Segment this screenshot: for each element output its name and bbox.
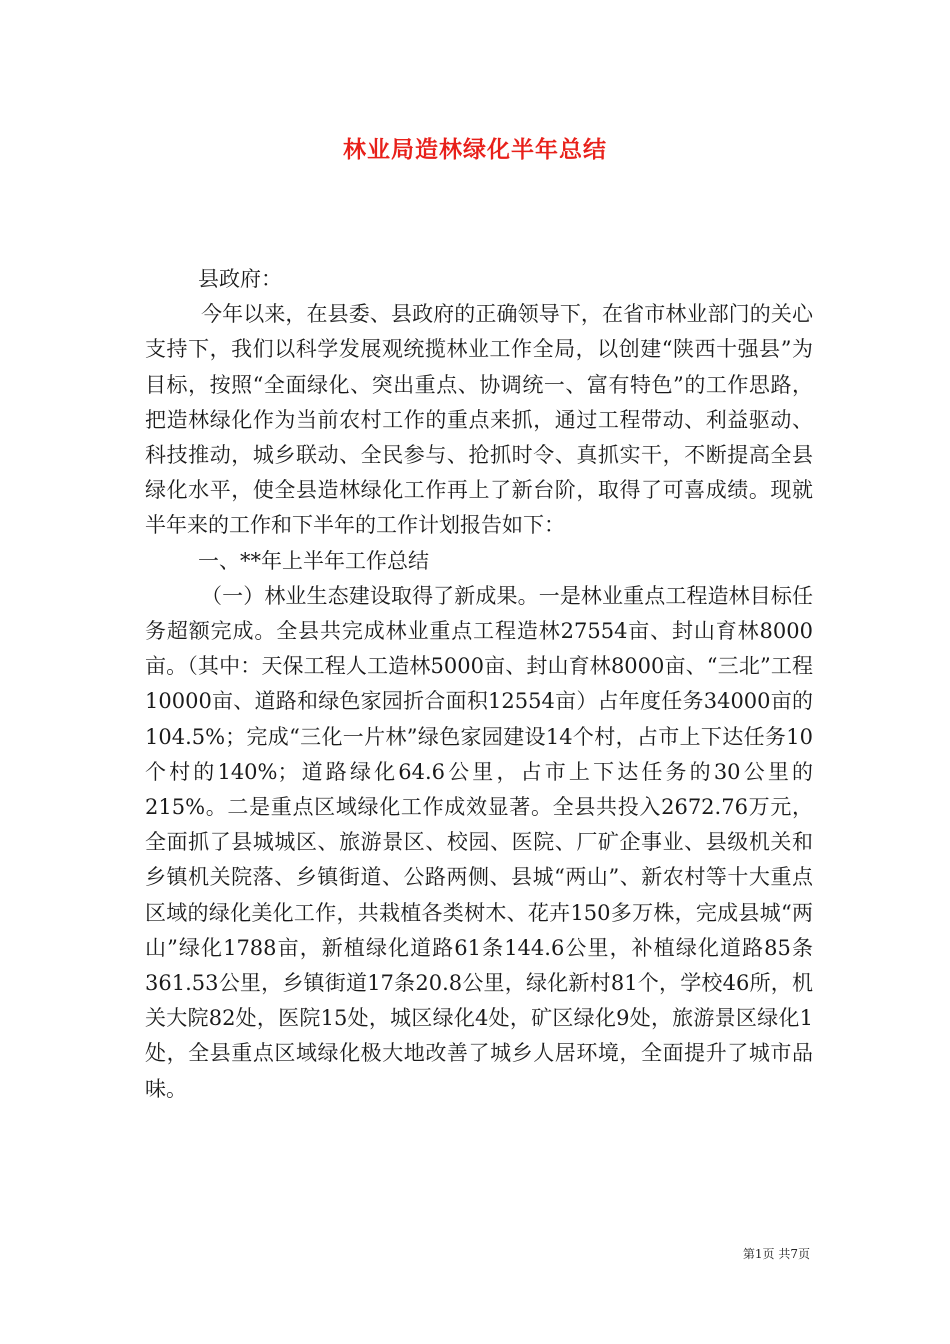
page-number: 第1页 共7页	[742, 1247, 810, 1261]
document-body	[145, 262, 813, 1107]
paragraph-ecology: （一）林业生态建设取得了新成果。一是林业重点工程造林目标任务超额完成。全县共完成林业重点工程造林27554亩、封山育林8000亩。（其中：天保工程人工造林5000亩、封山育林8000亩、“三北”工程10000亩、道路和绿色家园折合面积12554亩）占年度任务34000亩的104.5%；完成“三化一片林”绿色家园建设14个村，占市上下达任务10个村的140%；道路绿化64.6公里，占市上下达任务的30公里的215%。二是重点区域绿化工作成效显著。全县共投入2672.76万元，全面抓了县城城区、旅游景区、校园、医院、厂矿企事业、县级机关和乡镇机关院落、乡镇街道、公路两侧、县城“两山”、新农村等十大重点区域的绿化美化工作，共栽植各类树木、花卉150多万株，完成县城“两山”绿化1788亩，新植绿化道路61条144.6公里，补植绿化道路85条361.53公里，乡镇街道17条20.8公里，绿化新村81个，学校46所，机关大院82处，医院15处，城区绿化4处，矿区绿化9处，旅游景区绿化1处，全县重点区域绿化极大地改善了城乡人居环境，全面提升了城市品味。	[145, 583, 813, 1101]
paragraph-intro: 今年以来，在县委、县政府的正确领导下，在省市林业部门的关心支持下，我们以科学发展观统揽林业工作全局，以创建“陕西十强县”为目标，按照“全面绿化、突出重点、协调统一、富有特色”的工作思路，把造林绿化作为当前农村工作的重点来抓，通过工程带动、利益驱动、科技推动，城乡联动、全民参与、抢抓时令、真抓实干，不断提高全县绿化水平，使全县造林绿化工作再上了新台阶，取得了可喜成绩。现就半年来的工作和下半年的工作计划报告如下：	[145, 302, 813, 538]
document-title: 林业局造林绿化半年总结	[343, 136, 607, 163]
section-heading: 一、**年上半年工作总结	[198, 548, 429, 573]
salutation: 县政府：	[198, 267, 282, 291]
